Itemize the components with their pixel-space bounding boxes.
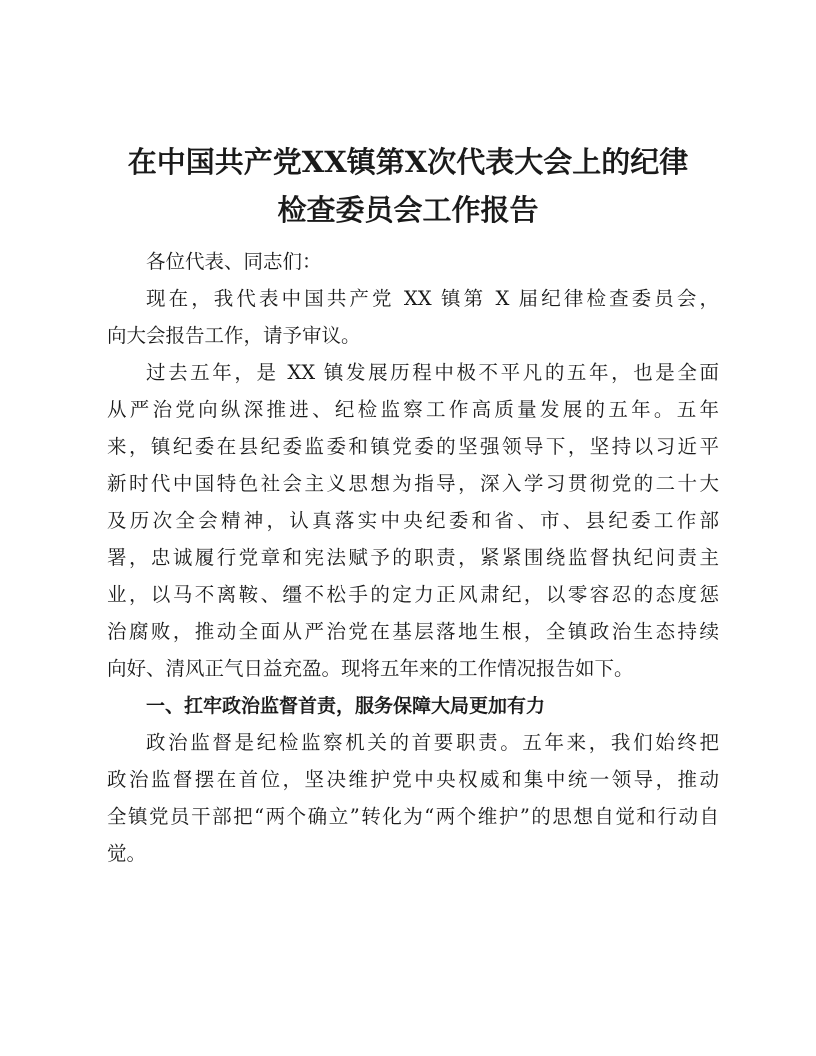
- paragraph-line: 觉。: [107, 842, 147, 865]
- report-title-line-1: 在中国共产党XX镇第X次代表大会上的纪律: [127, 145, 689, 179]
- paragraph-line: 政治监督摆在首位，坚决维护党中央权威和集中统一领导，推动: [107, 768, 719, 791]
- paragraph-line: 新时代中国特色社会主义思想为指导，深入学习贯彻党的二十大: [107, 472, 719, 495]
- paragraph-line: 向大会报告工作，请予审议。: [107, 324, 361, 347]
- section-heading: 一、扛牢政治监督首责，服务保障大局更加有力: [146, 695, 546, 717]
- paragraph-line: 现在，我代表中国共产党 XX 镇第 X 届纪律检查委员会，: [146, 287, 719, 310]
- paragraph-line: 政治监督是纪检监察机关的首要职责。五年来，我们始终把: [146, 731, 719, 754]
- paragraph-line: 过去五年，是 XX 镇发展历程中极不平凡的五年，也是全面: [146, 361, 719, 384]
- paragraph-line: 全镇党员干部把“两个确立”转化为“两个维护”的思想自觉和行动自: [107, 805, 719, 828]
- paragraph-line: 来，镇纪委在县纪委监委和镇党委的坚强领导下，坚持以习近平: [107, 435, 719, 458]
- paragraph-line: 从严治党向纵深推进、纪检监察工作高质量发展的五年。五年: [107, 398, 719, 421]
- paragraph-line: 署，忠诚履行党章和宪法赋予的职责，紧紧围绕监督执纪问责主: [107, 546, 719, 569]
- report-title-line-2: 检查委员会工作报告: [277, 193, 539, 227]
- paragraph-line: 治腐败，推动全面从严治党在基层落地生根，全镇政治生态持续: [107, 620, 719, 643]
- salutation: 各位代表、同志们：: [146, 250, 322, 273]
- paragraph-line: 及历次全会精神，认真落实中央纪委和省、市、县纪委工作部: [107, 509, 719, 532]
- paragraph-line: 向好、清风正气日益充盈。现将五年来的工作情况报告如下。: [107, 657, 634, 680]
- paragraph-line: 业，以马不离鞍、缰不松手的定力正风肃纪，以零容忍的态度惩: [107, 583, 719, 606]
